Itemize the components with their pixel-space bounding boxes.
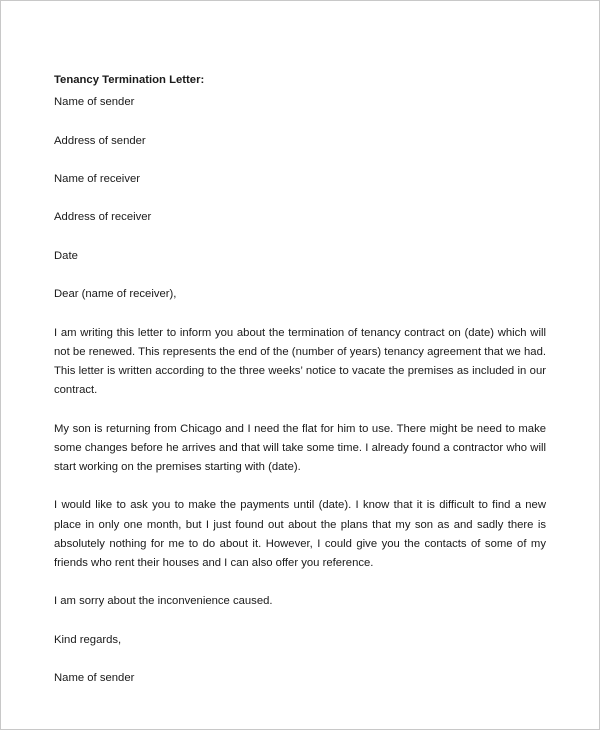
sender-name: Name of sender [54, 96, 135, 109]
letter-body [54, 71, 546, 708]
paragraph-termination-notice: I am writing this letter to inform you about the termination of tenancy contract on (date) which will not be renewed. This represents the end of the (number of years) tenancy agreement that we had. This letter is written according to the three weeks’ notice to vacate the premises as included in our contract. [54, 326, 546, 397]
letter-title: Tenancy Termination Letter: [54, 74, 205, 86]
salutation: Dear (name of receiver), [54, 288, 177, 301]
closing: Kind regards, [54, 633, 122, 646]
paragraph-apology: I am sorry about the inconvenience caused. [54, 595, 273, 608]
receiver-name: Name of receiver [54, 172, 141, 185]
signature: Name of sender [54, 672, 135, 685]
letter-date: Date [54, 249, 78, 262]
receiver-address: Address of receiver [54, 211, 152, 224]
paragraph-payments: I would like to ask you to make the payments until (date). I know that it is difficult to find a new place in only one month, but I just found out about the plans that my son as and sadly there is absolutely nothing for me to do about it. However, I could give you the contacts of some of my friends who rent their houses and I can also offer you reference. [54, 499, 546, 569]
sender-address: Address of sender [54, 134, 146, 147]
paragraph-reason: My son is returning from Chicago and I need the flat for him to use. There might be need to make some changes before he arrives and that will take some time. I already found a contractor who will start working on the premises starting with (date). [54, 422, 546, 473]
